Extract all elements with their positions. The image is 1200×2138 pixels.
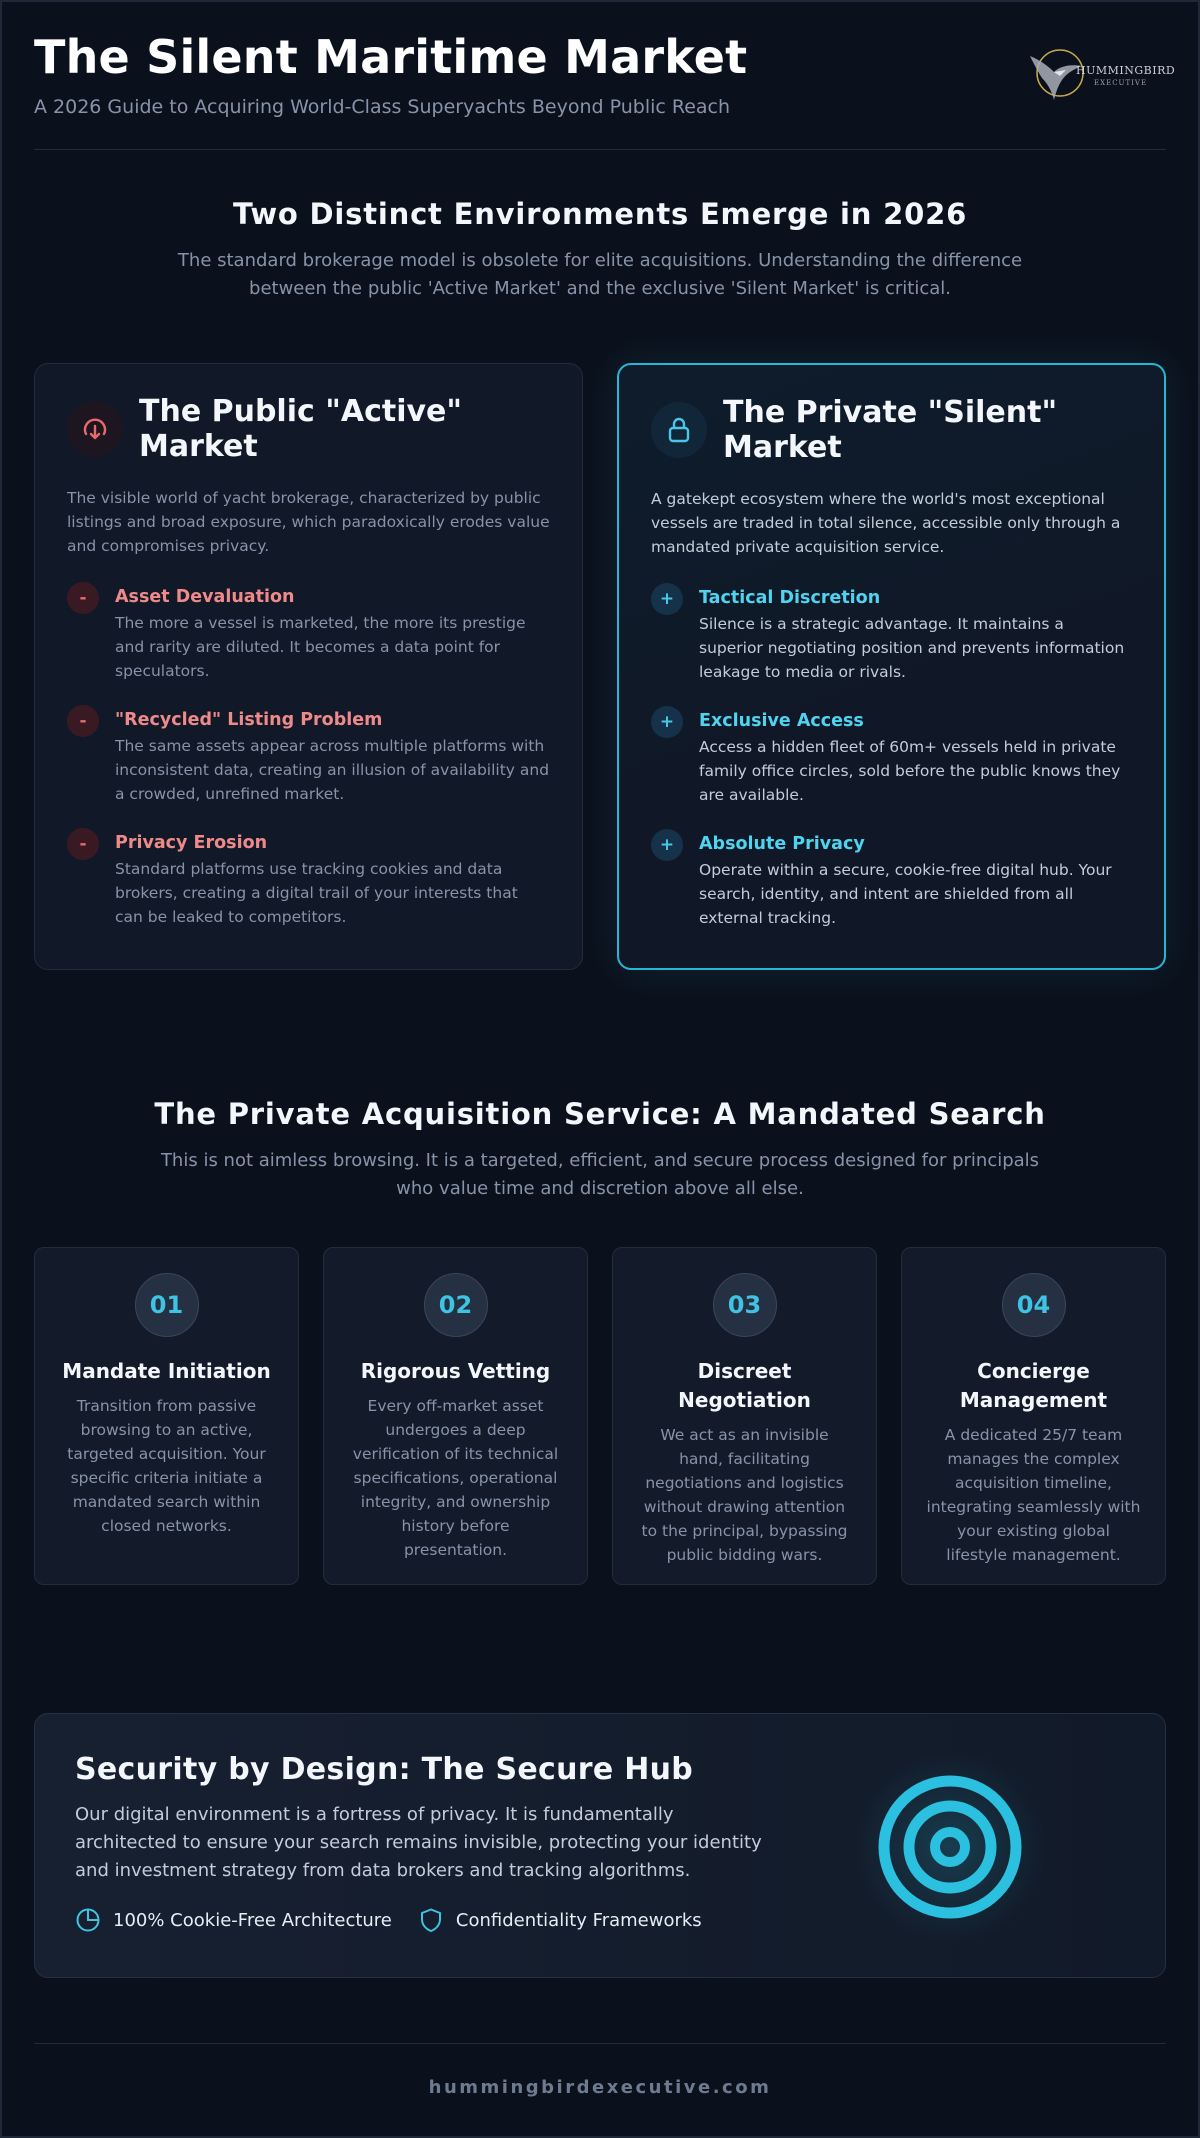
logo-wordmark: HUMMINGBIRD <box>1076 64 1176 77</box>
page-subtitle: A 2026 Guide to Acquiring World-Class Superyachts Beyond Public Reach <box>34 96 731 118</box>
page-header <box>34 30 1176 150</box>
step-title: Concierge Management <box>959 1359 1108 1412</box>
cookie-free-badge <box>75 1907 392 1933</box>
point-title: Absolute Privacy <box>699 834 865 854</box>
active-point <box>67 586 550 683</box>
step-card <box>34 1247 299 1585</box>
step-number: 02 <box>424 1273 488 1337</box>
silent-point <box>651 587 1132 684</box>
step-card <box>323 1247 588 1585</box>
point-title: Asset Devaluation <box>115 587 295 607</box>
point-text: Access a hidden fleet of 60m+ vessels held in private family office circles, sold before the public knows they are available. <box>699 738 1121 804</box>
minus-icon: - <box>67 705 99 737</box>
point-text: The more a vessel is marketed, the more its prestige and rarity are diluted. It becomes a data point for speculators. <box>115 614 526 680</box>
step-text: We act as an invisible hand, facilitating negotiations and logistics without drawing attention to the principal, bypassing public bidding wars. <box>641 1426 848 1564</box>
step-number: 04 <box>1002 1273 1066 1337</box>
hummingbird-logo[interactable] <box>1026 44 1176 106</box>
active-market-title: The Public "Active" Market <box>139 394 463 464</box>
step-text: A dedicated 25/7 team manages the complex acquisition timeline, integrating seamlessly with your existing global lifestyle management. <box>926 1426 1141 1564</box>
plus-icon: + <box>651 829 683 861</box>
service-heading <box>0 1097 1200 1203</box>
gauge-down-icon <box>67 401 123 457</box>
point-title: Exclusive Access <box>699 711 864 731</box>
confidentiality-badge <box>418 1907 702 1933</box>
footer-domain-link[interactable]: hummingbirdexecutive.com <box>428 2077 772 2098</box>
environments-description: The standard brokerage model is obsolete for elite acquisitions. Understanding the difference between the public 'Active Market' and the exclusive 'Silent Market' is critical. <box>177 250 1023 299</box>
secure-hub-panel <box>34 1713 1166 1978</box>
hub-title: Security by Design: The Secure Hub <box>75 1752 694 1787</box>
hub-text: Our digital environment is a fortress of privacy. It is fundamentally architected to ensure your search remains invisible, protecting your identity and investment strategy from data brokers and tracking algorithms. <box>75 1804 762 1881</box>
minus-icon: - <box>67 828 99 860</box>
environments-heading <box>0 197 1200 303</box>
header-divider <box>34 149 1166 150</box>
lock-icon <box>651 402 707 458</box>
badge-label: 100% Cookie-Free Architecture <box>113 1909 392 1931</box>
active-point <box>67 709 550 806</box>
point-text: Standard platforms use tracking cookies and data brokers, creating a digital trail of your interests that can be leaked to competitors. <box>115 860 518 926</box>
point-title: Privacy Erosion <box>115 833 268 853</box>
service-description: This is not aimless browsing. It is a targeted, efficient, and secure process designed for principals who value time and discretion above all else. <box>160 1150 1040 1199</box>
point-text: Operate within a secure, cookie-free digital hub. Your search, identity, and intent are shielded from all external tracking. <box>699 861 1112 927</box>
silent-point <box>651 833 1132 930</box>
footer-divider <box>34 2043 1166 2044</box>
logo-subtitle: EXECUTIVE <box>1094 79 1148 87</box>
step-title: Rigorous Vetting <box>360 1359 551 1383</box>
step-text: Every off-market asset undergoes a deep verification of its technical specifications, operational integrity, and ownership history before presentation. <box>352 1397 559 1559</box>
badge-label: Confidentiality Frameworks <box>455 1909 702 1931</box>
silent-market-title: The Private "Silent" Market <box>723 395 1058 465</box>
step-card <box>612 1247 877 1585</box>
shield-icon <box>418 1907 444 1933</box>
page-title: The Silent Maritime Market <box>34 30 748 84</box>
service-title: The Private Acquisition Service: A Mandated Search <box>154 1097 1046 1131</box>
environments-title: Two Distinct Environments Emerge in 2026 <box>232 197 968 231</box>
plus-icon: + <box>651 706 683 738</box>
step-text: Transition from passive browsing to an active, targeted acquisition. Your specific criteria initiate a mandated search within closed networks. <box>67 1397 266 1535</box>
point-title: "Recycled" Listing Problem <box>115 710 383 730</box>
cookie-free-icon <box>75 1907 101 1933</box>
step-title: Discreet Negotiation <box>678 1359 811 1412</box>
active-market-description: The visible world of yacht brokerage, characterized by public listings and broad exposure, which paradoxically erodes value and compromises privacy. <box>67 489 550 555</box>
silent-market-description: A gatekept ecosystem where the world's most exceptional vessels are traded in total silence, accessible only through a mandated private acquisition service. <box>651 490 1121 556</box>
point-text: The same assets appear across multiple platforms with inconsistent data, creating an illusion of availability and a crowded, unrefined market. <box>115 737 550 803</box>
step-number: 03 <box>713 1273 777 1337</box>
silent-point <box>651 710 1132 807</box>
active-market-card <box>34 363 583 970</box>
step-number: 01 <box>135 1273 199 1337</box>
step-title: Mandate Initiation <box>62 1359 271 1383</box>
step-card <box>901 1247 1166 1585</box>
plus-icon: + <box>651 583 683 615</box>
target-icon <box>875 1772 1025 1922</box>
silent-market-card <box>617 363 1166 970</box>
point-title: Tactical Discretion <box>699 588 881 608</box>
point-text: Silence is a strategic advantage. It maintains a superior negotiating position and prevents information leakage to media or rivals. <box>699 615 1125 681</box>
active-point <box>67 832 550 929</box>
minus-icon: - <box>67 582 99 614</box>
